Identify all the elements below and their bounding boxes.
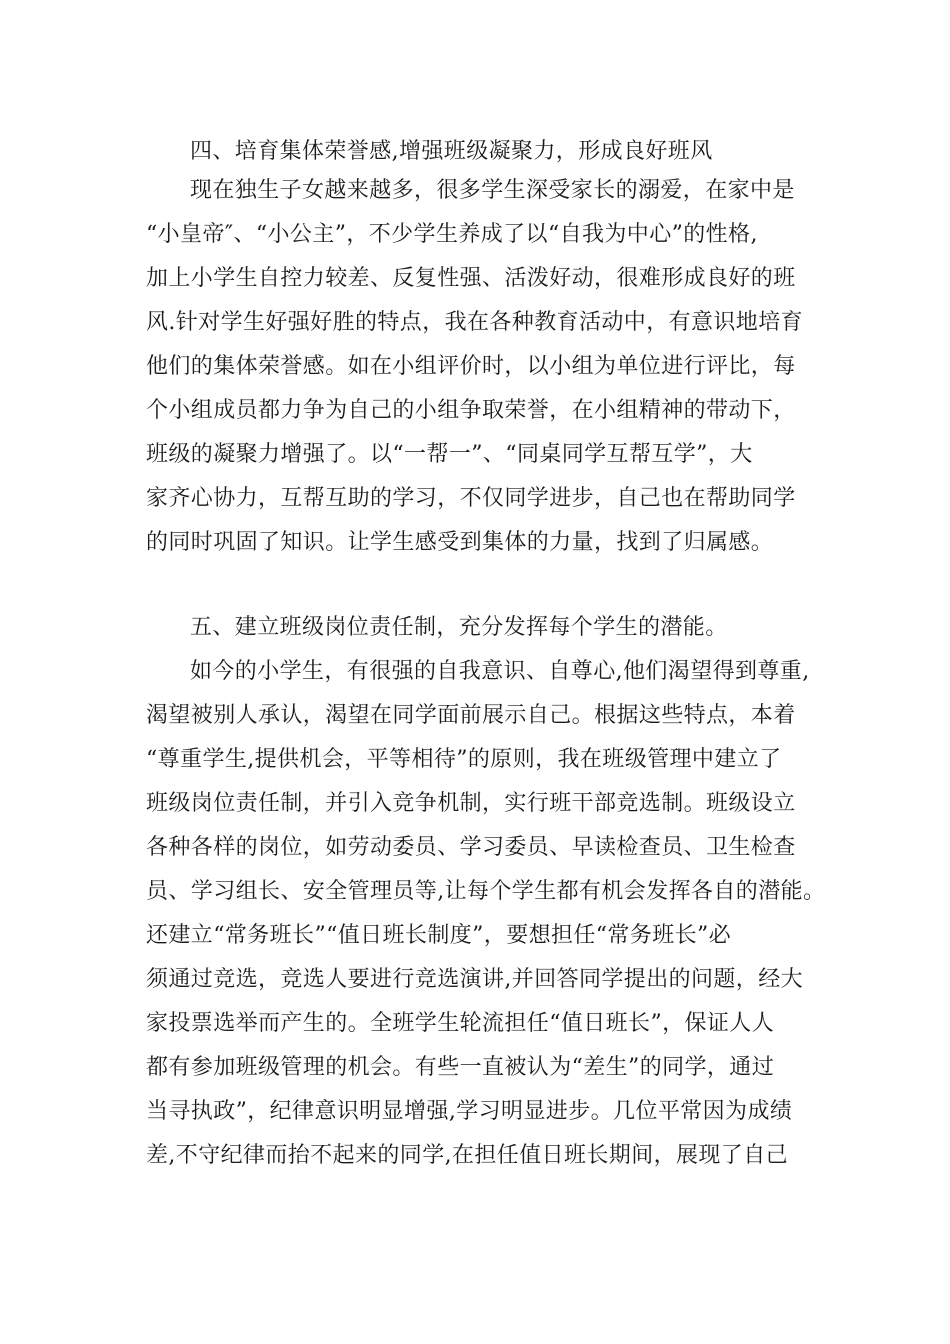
section-heading: 四、培育集体荣誉感,增强班级凝聚力，形成良好班风 xyxy=(190,139,713,164)
paragraph-line: 班级的凝聚力增强了。以“一帮一”、“同桌同学互帮互学”，大 xyxy=(146,442,753,467)
paragraph-line: 都有参加班级管理的机会。有些一直被认为“差生”的同学，通过 xyxy=(146,1055,775,1080)
paragraph-line: 各种各样的岗位，如劳动委员、学习委员、早读检查员、卫生检查 xyxy=(146,835,796,860)
paragraph-line: “尊重学生,提供机会，平等相待”的原则，我在班级管理中建立了 xyxy=(146,747,782,772)
paragraph-line: 家投票选举而产生的。全班学生轮流担任“值日班长”，保证人人 xyxy=(146,1011,775,1036)
paragraph-line: 还建立“常务班长”“值日班长制度”，要想担任“常务班长”必 xyxy=(146,923,732,948)
paragraph-line: 家齐心协力，互帮互助的学习，不仅同学进步，自己也在帮助同学 xyxy=(146,486,796,511)
paragraph-line: 加上小学生自控力较差、反复性强、活泼好动，很难形成良好的班 xyxy=(146,266,796,291)
paragraph-line: 他们的集体荣誉感。如在小组评价时，以小组为单位进行评比，每 xyxy=(146,354,796,379)
paragraph-line: 个小组成员都力争为自己的小组争取荣誉，在小组精神的带动下， xyxy=(146,398,796,423)
paragraph-line: 渴望被别人承认，渴望在同学面前展示自己。根据这些特点，本着 xyxy=(146,703,796,728)
paragraph-line: 现在独生子女越来越多，很多学生深受家长的溺爱，在家中是 xyxy=(190,178,795,203)
paragraph-line: 如今的小学生，有很强的自我意识、自尊心,他们渴望得到尊重, xyxy=(190,659,810,684)
paragraph-line: 员、学习组长、安全管理员等,让每个学生都有机会发挥各自的潜能。 xyxy=(146,879,826,904)
paragraph-line: 风.针对学生好强好胜的特点，我在各种教育活动中，有意识地培育 xyxy=(146,310,803,335)
section-heading: 五、建立班级岗位责任制，充分发挥每个学生的潜能。 xyxy=(190,615,728,640)
paragraph-line: 差,不守纪律而抬不起来的同学,在担任值日班长期间，展现了自己 xyxy=(146,1143,788,1168)
paragraph-line: “小皇帝″、“小公主”，不少学生养成了以“自我为中心”的性格, xyxy=(146,222,758,247)
paragraph-line: 的同时巩固了知识。让学生感受到集体的力量，找到了归属感。 xyxy=(146,530,774,555)
paragraph-line: 班级岗位责任制，并引入竞争机制，实行班干部竞选制。班级设立 xyxy=(146,791,796,816)
paragraph-line: 须通过竞选，竞选人要进行竞选演讲,并回答同学提出的问题，经大 xyxy=(146,967,803,992)
paragraph-line: 当寻执政”，纪律意识明显增强,学习明显进步。几位平常因为成绩 xyxy=(146,1099,793,1124)
